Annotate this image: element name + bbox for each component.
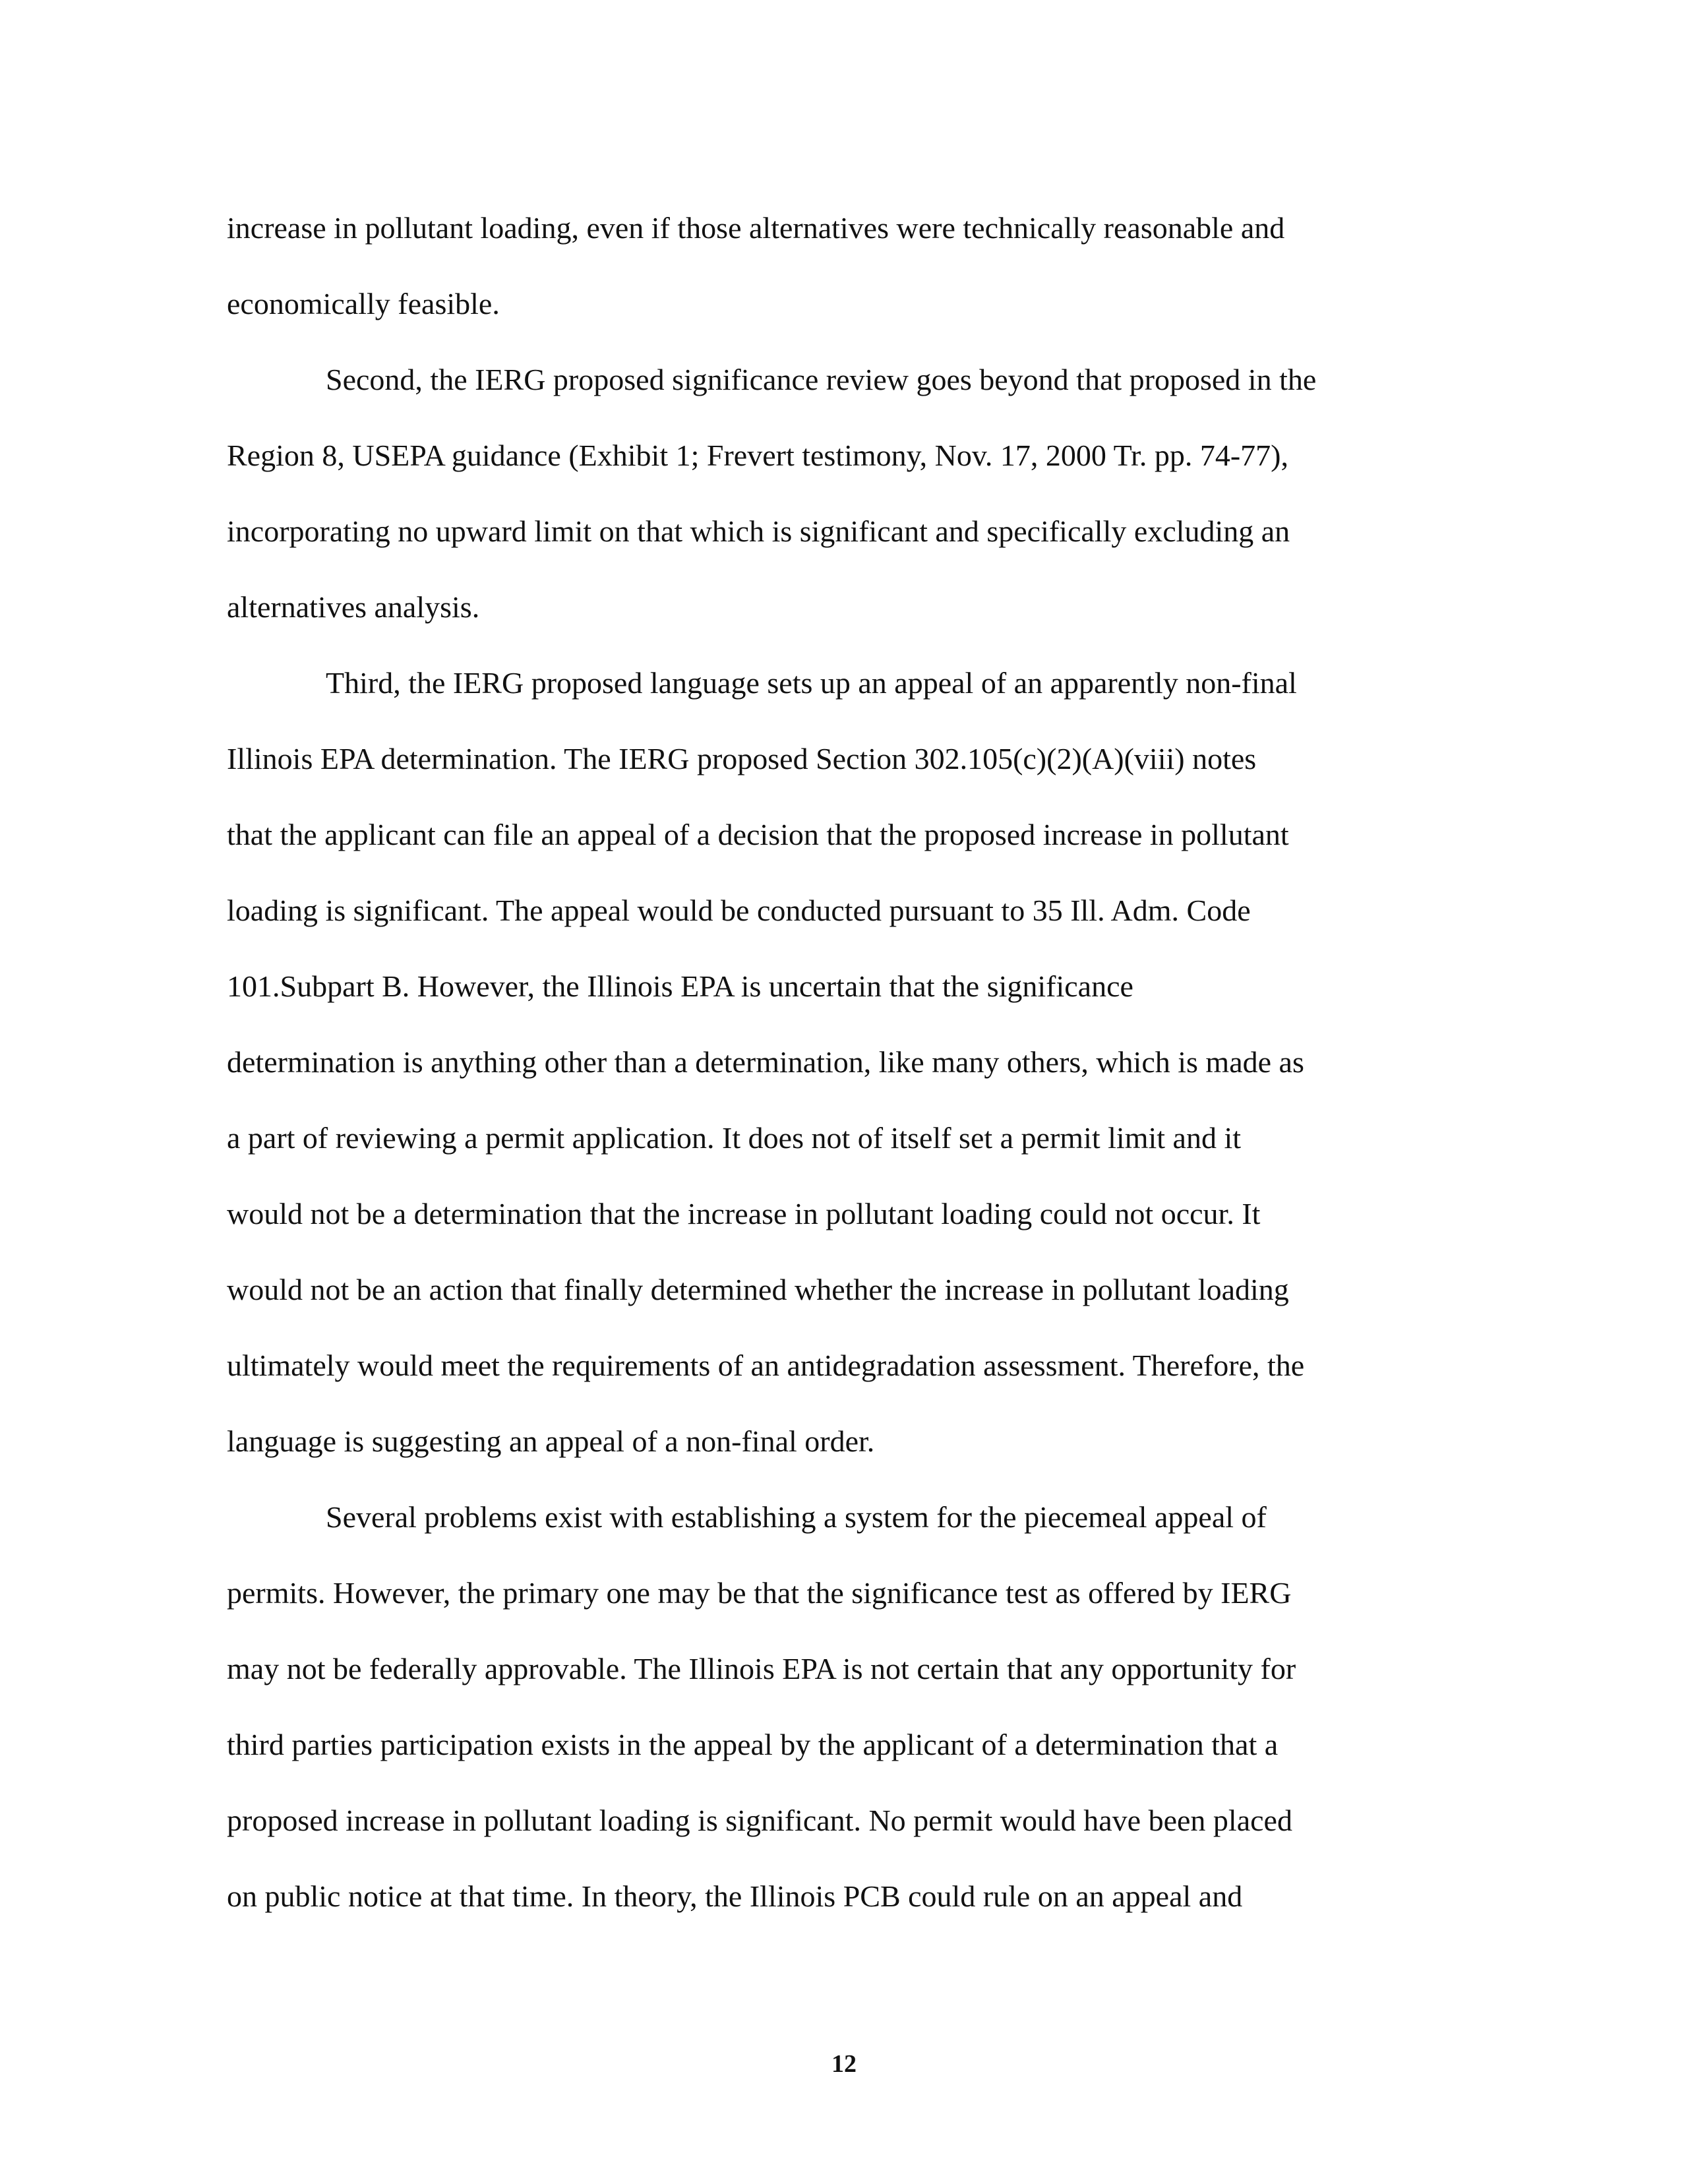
text-line: would not be an action that finally determined whether the increase in pollutant loading <box>227 1273 1289 1306</box>
text-line: determination is anything other than a determination, like many others, which is made as <box>227 1045 1304 1079</box>
paragraph <box>227 342 1407 645</box>
text-line: on public notice at that time. In theory, the Illinois PCB could rule on an appeal and <box>227 1879 1243 1913</box>
paragraph <box>227 645 1407 1479</box>
page-number: 12 <box>831 2050 857 2078</box>
text-line: economically feasible. <box>227 287 500 320</box>
body-text <box>227 190 1407 1934</box>
text-line: may not be federally approvable. The Illinois EPA is not certain that any opportunity for <box>227 1652 1296 1685</box>
text-line: a part of reviewing a permit application. It does not of itself set a permit limit and it <box>227 1121 1242 1155</box>
text-line: Several problems exist with establishing a system for the piecemeal appeal of <box>326 1500 1267 1534</box>
paragraph <box>227 190 1407 342</box>
text-line: proposed increase in pollutant loading is significant. No permit would have been placed <box>227 1804 1292 1837</box>
text-line: would not be a determination that the increase in pollutant loading could not occur. It <box>227 1197 1261 1230</box>
text-line: permits. However, the primary one may be that the significance test as offered by IERG <box>227 1576 1292 1610</box>
text-line: 101.Subpart B. However, the Illinois EPA is uncertain that the significance <box>227 969 1133 1003</box>
paragraph <box>227 1479 1407 1934</box>
text-line: increase in pollutant loading, even if those alternatives were technically reasonable and <box>227 211 1285 245</box>
text-line: ultimately would meet the requirements of an antidegradation assessment. Therefore, the <box>227 1349 1305 1382</box>
text-line: alternatives analysis. <box>227 590 480 624</box>
text-line: that the applicant can file an appeal of a decision that the proposed increase in pollutant <box>227 818 1289 851</box>
text-line: Third, the IERG proposed language sets up an appeal of an apparently non-final <box>326 666 1297 700</box>
text-line: third parties participation exists in the appeal by the applicant of a determination that a <box>227 1728 1279 1761</box>
text-line: Illinois EPA determination. The IERG proposed Section 302.105(c)(2)(A)(viii) notes <box>227 742 1257 775</box>
text-line: language is suggesting an appeal of a non-final order. <box>227 1424 875 1458</box>
text-line: loading is significant. The appeal would be conducted pursuant to 35 Ill. Adm. Code <box>227 894 1251 927</box>
text-line: incorporating no upward limit on that which is significant and specifically excluding an <box>227 514 1290 548</box>
text-line: Second, the IERG proposed significance review goes beyond that proposed in the <box>326 363 1317 396</box>
text-line: Region 8, USEPA guidance (Exhibit 1; Frevert testimony, Nov. 17, 2000 Tr. pp. 74-77), <box>227 439 1288 472</box>
